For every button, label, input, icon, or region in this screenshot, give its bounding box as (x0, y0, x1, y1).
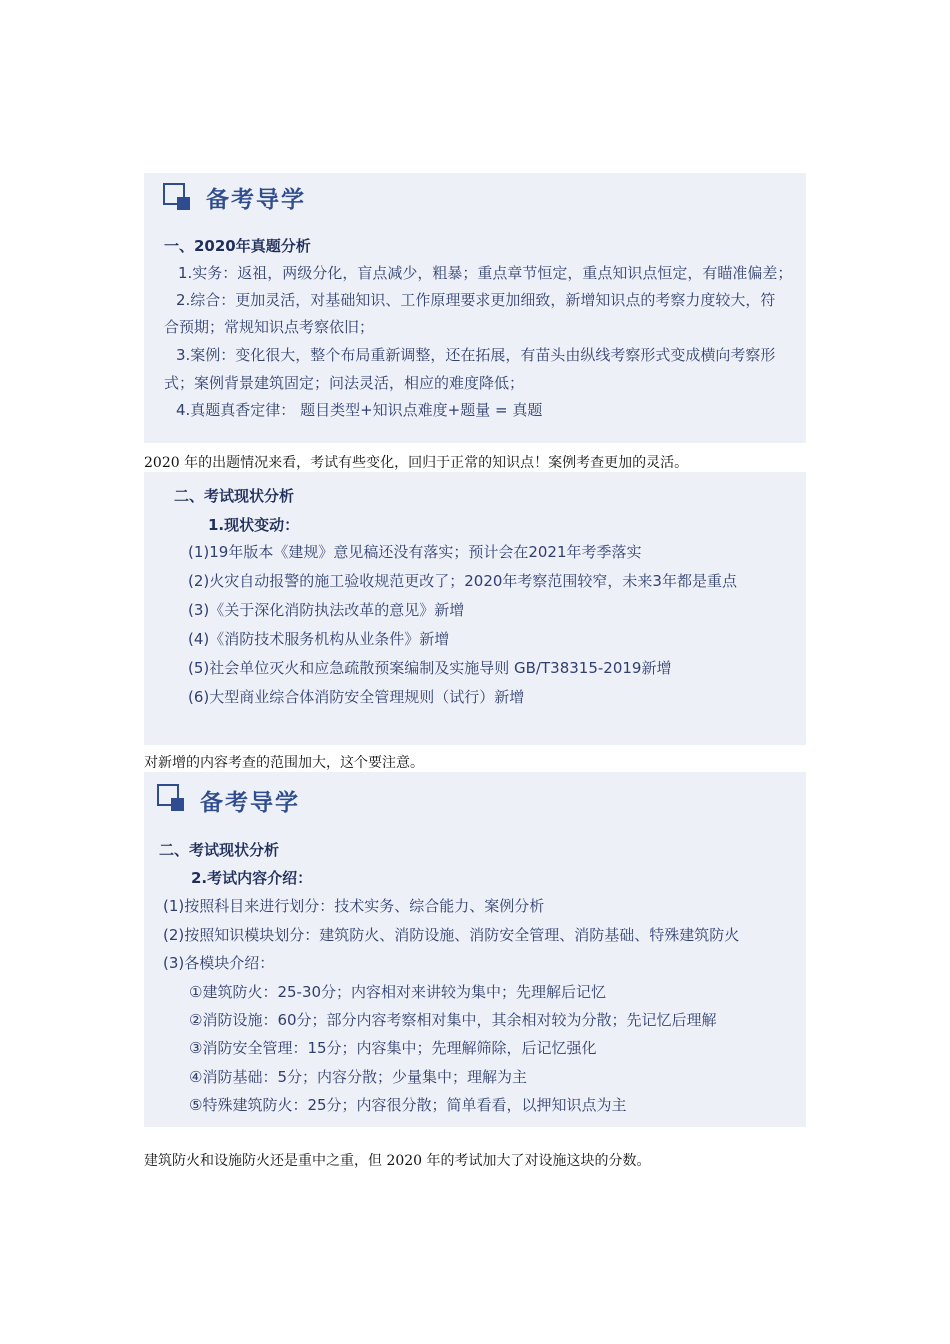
analysis-line: 合预期；常规知识点考察依旧； (164, 318, 375, 336)
content-item: (1)按照科目来进行划分：技术实务、综合能力、案例分析 (163, 897, 545, 915)
commentary-text: 建筑防火和设施防火还是重中之重，但 2020 年的考试加大了对设施这块的分数。 (144, 1153, 651, 1169)
analysis-line: 4.真题真香定律： 题目类型+知识点难度+题量 = 真题 (176, 401, 543, 419)
panel-header-title: 备考导学 (206, 187, 306, 213)
panel-header-title: 备考导学 (200, 790, 300, 816)
change-item: (4)《消防技术服务机构从业条件》新增 (188, 630, 450, 648)
analysis-line: 式；案例背景建筑固定；问法灵活，相应的难度降低； (164, 374, 525, 392)
change-item: (1)19年版本《建规》意见稿还没有落实；预计会在2021年考季落实 (188, 543, 642, 561)
module-item: ⑤特殊建筑防火：25分；内容很分散；简单看看，以押知识点为主 (189, 1096, 627, 1114)
panel-current-status (144, 472, 806, 745)
analysis-line: 3.案例：变化很大，整个布局重新调整，还在拓展，有苗头由纵线考察形式变成横向考察形 (176, 346, 776, 364)
content-item: (3)各模块介绍： (163, 954, 275, 972)
change-item: (5)社会单位灭火和应急疏散预案编制及实施导则 GB/T38315-2019新增 (188, 659, 672, 677)
section-title: 二、考试现状分析 (174, 487, 295, 505)
section-square-icon (163, 183, 193, 213)
subsection-title: 1.现状变动： (208, 516, 300, 534)
module-item: ①建筑防火：25-30分；内容相对来讲较为集中；先理解后记忆 (189, 983, 607, 1001)
change-item: (3)《关于深化消防执法改革的意见》新增 (188, 601, 465, 619)
analysis-line: 2.综合：更加灵活，对基础知识、工作原理要求更加细致，新增知识点的考察力度较大，符 (176, 291, 776, 309)
module-item: ②消防设施：60分；部分内容考察相对集中，其余相对较为分散；先记忆后理解 (189, 1011, 717, 1029)
subsection-title: 2.考试内容介绍： (191, 869, 313, 887)
section-title: 一、2020年真题分析 (164, 237, 311, 255)
module-item: ④消防基础：5分；内容分散；少量集中；理解为主 (189, 1068, 527, 1086)
panel-2020-analysis (144, 173, 806, 443)
change-item: (2)火灾自动报警的施工验收规范更改了；2020年考察范围较窄，未来3年都是重点 (188, 572, 737, 590)
section-square-icon (157, 784, 187, 814)
analysis-line: 1.实务：返祖，两级分化，盲点减少，粗暴；重点章节恒定，重点知识点恒定，有瞄准偏差； (178, 264, 793, 282)
content-item: (2)按照知识模块划分：建筑防火、消防设施、消防安全管理、消防基础、特殊建筑防火 (163, 926, 740, 944)
module-item: ③消防安全管理：15分；内容集中；先理解筛除，后记忆强化 (189, 1039, 597, 1057)
change-item: (6)大型商业综合体消防安全管理规则（试行）新增 (188, 688, 525, 706)
commentary-text: 2020 年的出题情况来看，考试有些变化，回归于正常的知识点！案例考查更加的灵活。 (144, 455, 689, 471)
commentary-text: 对新增的内容考查的范围加大，这个要注意。 (144, 755, 424, 771)
section-title: 二、考试现状分析 (159, 841, 280, 859)
panel-exam-content (144, 772, 806, 1127)
